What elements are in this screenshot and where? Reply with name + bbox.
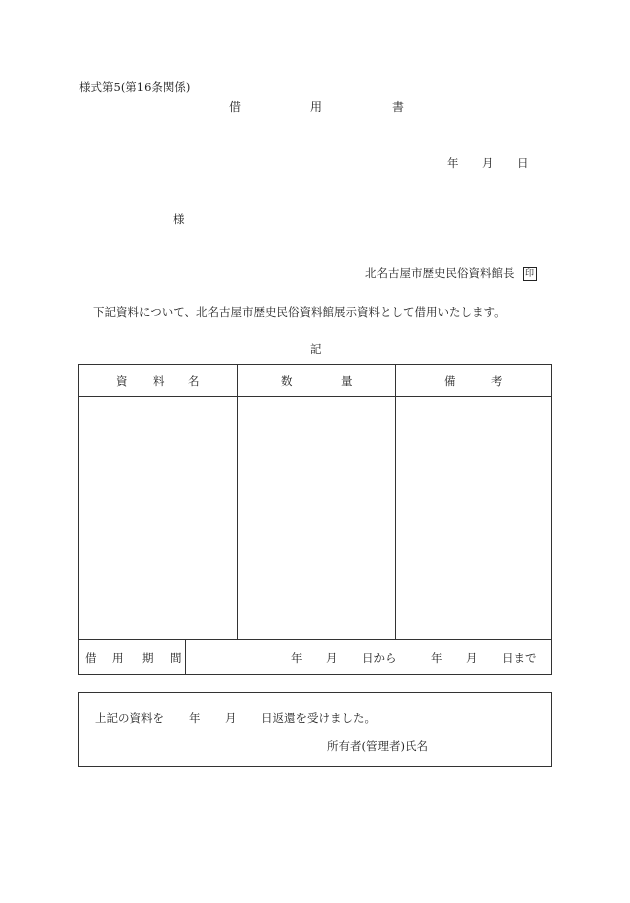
body-text: 下記資料について、北名古屋市歴史民俗資料館展示資料として借用いたします。	[93, 305, 506, 319]
header-name-char-1: 資	[116, 374, 128, 388]
column-divider-2	[395, 365, 396, 639]
period-label-char-4: 間	[170, 651, 182, 665]
owner-label: 所有者(管理者)氏名	[327, 739, 428, 753]
seal-mark: 印	[523, 267, 537, 281]
period-from-day: 日から	[362, 651, 397, 665]
return-receipt-box	[78, 692, 552, 767]
receipt-year: 年	[189, 711, 201, 725]
borrower-name: 北名古屋市歴史民俗資料館長	[365, 266, 515, 280]
period-label-char-3: 期	[142, 651, 154, 665]
header-qty-char-2: 量	[341, 374, 353, 388]
header-name-char-2: 料	[153, 374, 165, 388]
borrower-line	[365, 266, 537, 281]
form-number: 様式第5(第16条関係)	[79, 80, 191, 94]
period-from-month: 月	[326, 651, 338, 665]
receipt-month: 月	[225, 711, 237, 725]
period-to-year: 年	[431, 651, 443, 665]
header-qty-char-1: 数	[281, 374, 293, 388]
title-char-2: 用	[310, 100, 323, 114]
header-name-char-3: 名	[188, 374, 200, 388]
header-remarks-char-1: 備	[444, 374, 456, 388]
date-year: 年	[447, 156, 459, 170]
addressee-suffix: 様	[173, 212, 185, 226]
period-divider	[79, 639, 551, 640]
title-char-1: 借	[229, 100, 242, 114]
date-month: 月	[482, 156, 494, 170]
period-to-month: 月	[466, 651, 478, 665]
receipt-text-2: 日返還を受けました。	[261, 711, 376, 725]
receipt-text-1: 上記の資料を	[95, 711, 164, 725]
loan-items-table	[78, 364, 552, 675]
period-to-day: 日まで	[502, 651, 537, 665]
period-from-year: 年	[291, 651, 303, 665]
column-divider-1	[237, 365, 238, 639]
period-label-char-2: 用	[112, 651, 124, 665]
header-divider	[79, 396, 551, 397]
period-label-char-1: 借	[85, 651, 97, 665]
header-remarks-char-2: 考	[491, 374, 503, 388]
period-label-divider	[185, 639, 186, 675]
date-day: 日	[517, 156, 529, 170]
title-char-3: 書	[392, 100, 405, 114]
note-heading: 記	[310, 342, 322, 356]
